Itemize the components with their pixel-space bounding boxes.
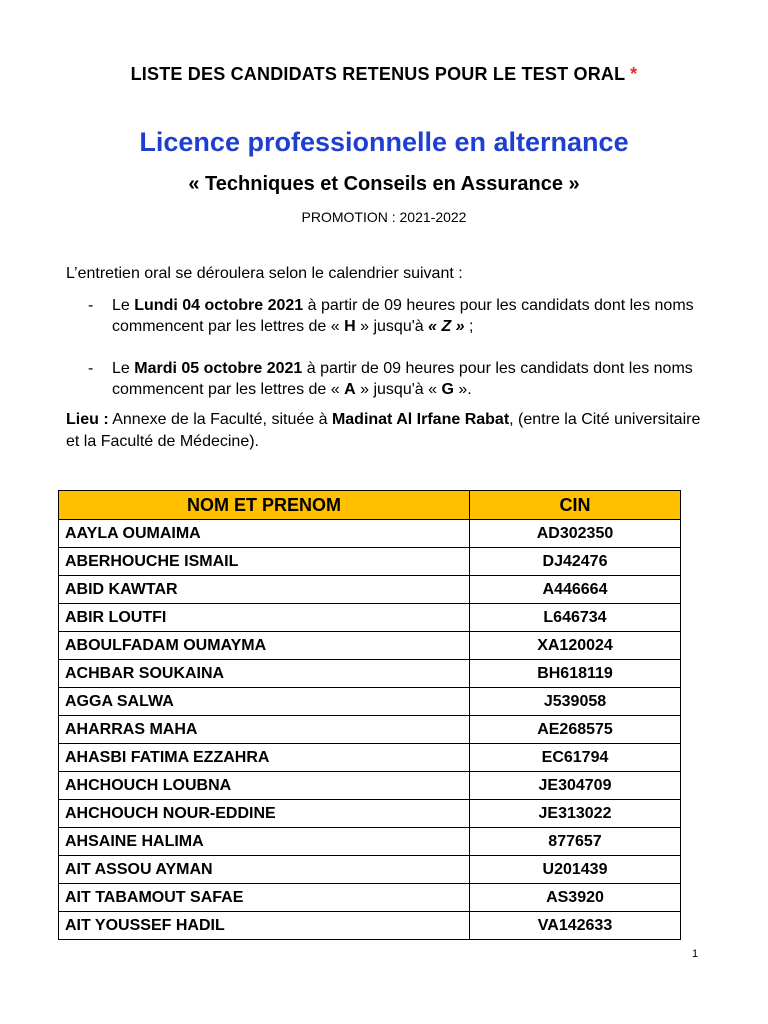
item-end: ; — [464, 318, 474, 335]
item-prefix: Le — [112, 297, 135, 314]
list-dash: - — [88, 297, 94, 314]
table-row — [59, 660, 681, 688]
candidate-cin: VA142633 — [470, 912, 681, 940]
asterisk-mark: * — [630, 64, 638, 84]
item-middle: à partir de 09 heures pour les candidats dont les noms commencent par les lettres de « — [112, 360, 693, 398]
table-row — [59, 604, 681, 632]
candidate-name: AHARRAS MAHA — [59, 716, 470, 744]
item-letter-from: A — [344, 381, 356, 398]
table-row — [59, 772, 681, 800]
list-title — [0, 64, 768, 85]
schedule-item-text — [112, 358, 708, 400]
item-prefix: Le — [112, 360, 135, 377]
schedule-item-text — [112, 295, 708, 337]
candidate-name: AHCHOUCH LOUBNA — [59, 772, 470, 800]
specialty-title: « Techniques et Conseils en Assurance » — [188, 173, 580, 195]
table-row — [59, 632, 681, 660]
table-row — [59, 884, 681, 912]
candidate-name: ABIR LOUTFI — [59, 604, 470, 632]
candidate-cin: BH618119 — [470, 660, 681, 688]
item-date: Lundi 04 octobre 2021 — [134, 297, 304, 314]
candidate-name: AHASBI FATIMA EZZAHRA — [59, 744, 470, 772]
candidate-cin: 877657 — [470, 828, 681, 856]
item-middle: à partir de 09 heures pour les candidats dont les noms commencent par les lettres de « — [112, 297, 694, 335]
item-joiner: » jusqu'à « — [355, 381, 442, 398]
location-text: Annexe de la Faculté, située à — [108, 411, 332, 428]
candidate-name: AIT YOUSSEF HADIL — [59, 912, 470, 940]
candidate-cin: XA120024 — [470, 632, 681, 660]
table-row — [59, 576, 681, 604]
location-label: Lieu : — [66, 411, 109, 428]
item-letter-to: G — [441, 381, 454, 398]
candidates-table — [58, 490, 681, 940]
table-body — [59, 520, 681, 940]
candidate-cin: AE268575 — [470, 716, 681, 744]
item-joiner: » jusqu'à — [355, 318, 429, 335]
table-row — [59, 828, 681, 856]
candidate-name: AAYLA OUMAIMA — [59, 520, 470, 548]
candidate-name: AIT ASSOU AYMAN — [59, 856, 470, 884]
candidate-name: ACHBAR SOUKAINA — [59, 660, 470, 688]
page-number: 1 — [692, 948, 699, 960]
candidate-name: ABERHOUCHE ISMAIL — [59, 548, 470, 576]
table-row — [59, 688, 681, 716]
item-date: Mardi 05 octobre 2021 — [134, 360, 303, 377]
schedule-intro: L’entretien oral se déroulera selon le calendrier suivant : — [66, 265, 463, 282]
column-header-cin: CIN — [470, 491, 681, 520]
column-header-name: NOM ET PRENOM — [59, 491, 470, 520]
candidate-cin: DJ42476 — [470, 548, 681, 576]
candidate-name: AIT TABAMOUT SAFAE — [59, 884, 470, 912]
candidate-name: ABOULFADAM OUMAYMA — [59, 632, 470, 660]
candidate-name: AHCHOUCH NOUR-EDDINE — [59, 800, 470, 828]
candidate-cin: L646734 — [470, 604, 681, 632]
candidate-cin: A446664 — [470, 576, 681, 604]
candidate-name: ABID KAWTAR — [59, 576, 470, 604]
schedule-item-tuesday — [88, 358, 708, 400]
candidate-cin: J539058 — [470, 688, 681, 716]
candidate-cin: JE313022 — [470, 800, 681, 828]
list-title-text: LISTE DES CANDIDATS RETENUS POUR LE TEST ORAL — [130, 64, 625, 84]
table-row — [59, 912, 681, 940]
table-row — [59, 856, 681, 884]
table-header-row — [59, 491, 681, 520]
schedule-item-monday — [88, 295, 708, 337]
candidate-cin: AD302350 — [470, 520, 681, 548]
location-place: Madinat Al Irfane Rabat — [331, 411, 510, 428]
candidate-name: AGGA SALWA — [59, 688, 470, 716]
location-paragraph — [66, 409, 706, 453]
location-text-end: , (entre la Cité universitaire et la Faculté de Médecine). — [66, 411, 701, 450]
item-letter-from: H — [344, 318, 356, 335]
candidate-cin: EC61794 — [470, 744, 681, 772]
list-dash: - — [88, 360, 94, 377]
table-row — [59, 548, 681, 576]
item-end: ». — [453, 381, 472, 398]
table-row — [59, 520, 681, 548]
table-row — [59, 716, 681, 744]
promotion-label: PROMOTION : 2021-2022 — [301, 209, 467, 225]
candidate-cin: AS3920 — [470, 884, 681, 912]
item-letter-to: « Z » — [428, 318, 465, 335]
program-title: Licence professionnelle en alternance — [139, 127, 629, 157]
table-row — [59, 744, 681, 772]
candidate-name: AHSAINE HALIMA — [59, 828, 470, 856]
candidate-cin: JE304709 — [470, 772, 681, 800]
candidate-cin: U201439 — [470, 856, 681, 884]
table-row — [59, 800, 681, 828]
